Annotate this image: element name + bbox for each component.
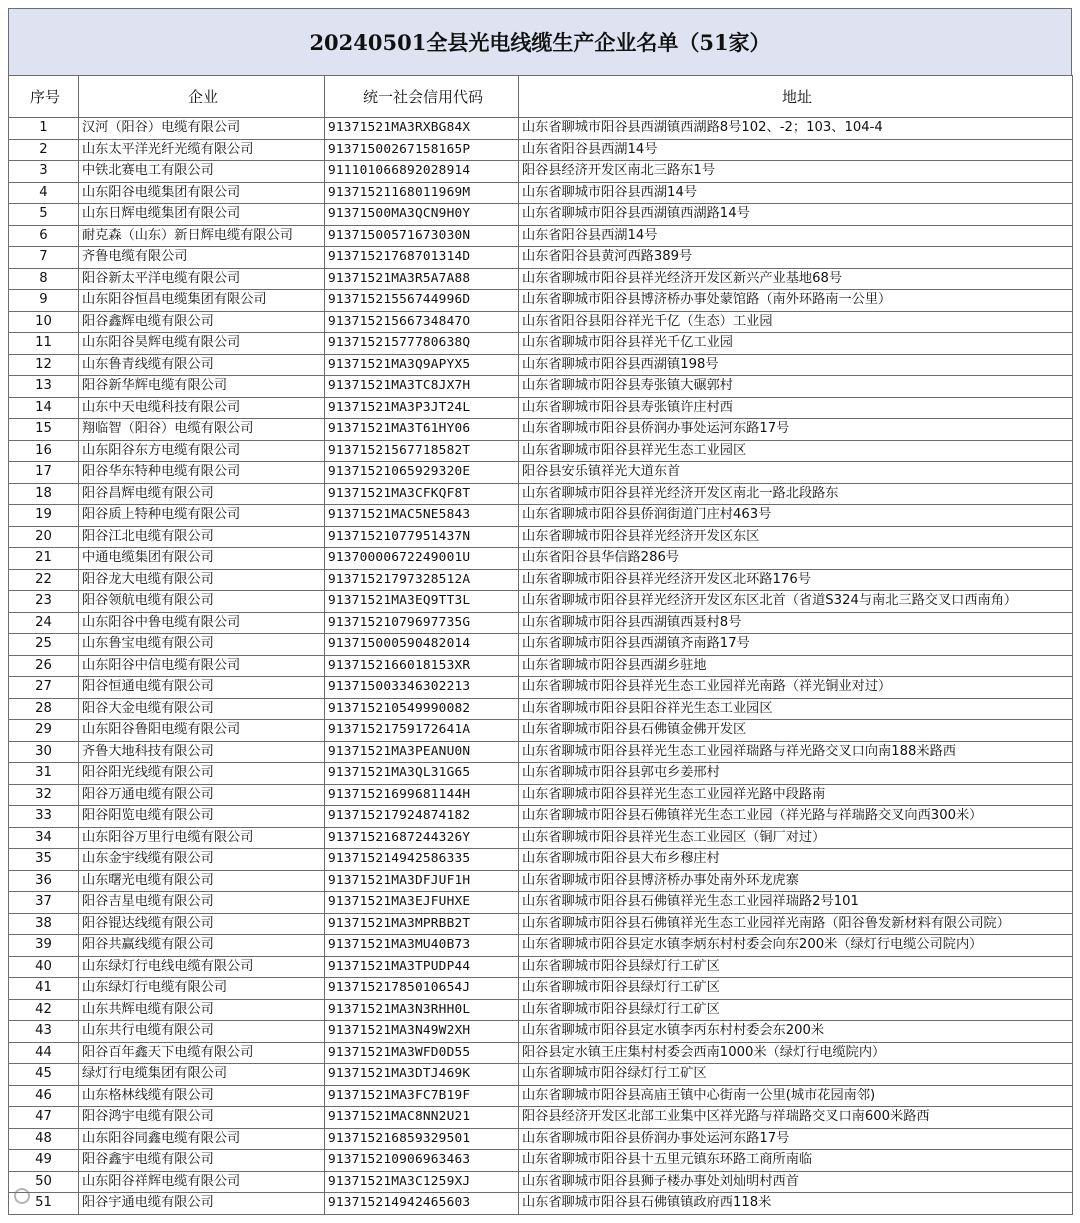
row-credit-code: 91371521785010654J <box>325 978 519 1000</box>
table-row <box>9 956 1073 978</box>
row-company: 阳谷领航电缆有限公司 <box>79 591 325 613</box>
row-address: 山东省聊城市阳谷县绿灯行工矿区 <box>519 978 1073 1000</box>
row-address: 山东省聊城市阳谷县西湖镇西聂村8号 <box>519 612 1073 634</box>
table-row <box>9 935 1073 957</box>
row-address: 山东省聊城市阳谷县绿灯行工矿区 <box>519 956 1073 978</box>
row-credit-code: 91371521MA3P3JT24L <box>325 397 519 419</box>
row-address: 山东省聊城市阳谷县博济桥办事处蒙馆路（南外环路南一公里） <box>519 290 1073 312</box>
row-company: 山东绿灯行电缆有限公司 <box>79 978 325 1000</box>
table-row <box>9 999 1073 1021</box>
row-seq: 21 <box>9 548 79 570</box>
row-address: 山东省阳谷县华信路286号 <box>519 548 1073 570</box>
row-credit-code: 91371521MA3Q9APYX5 <box>325 354 519 376</box>
row-seq: 18 <box>9 483 79 505</box>
table-row <box>9 612 1073 634</box>
row-seq: 15 <box>9 419 79 441</box>
row-seq: 36 <box>9 870 79 892</box>
row-seq: 33 <box>9 806 79 828</box>
table-row <box>9 440 1073 462</box>
row-company: 山东阳谷东方电缆有限公司 <box>79 440 325 462</box>
row-address: 山东省聊城市阳谷县西湖镇齐南路17号 <box>519 634 1073 656</box>
row-seq: 48 <box>9 1128 79 1150</box>
row-credit-code: 91371521MA3FC7B19F <box>325 1085 519 1107</box>
table-row <box>9 1107 1073 1129</box>
header-company: 企业 <box>79 76 325 118</box>
table-title: 20240501全县光电线缆生产企业名单（51家） <box>8 8 1072 75</box>
row-seq: 41 <box>9 978 79 1000</box>
table-row <box>9 806 1073 828</box>
row-address: 山东省聊城市阳谷县大布乡穆庄村 <box>519 849 1073 871</box>
row-company: 汉河（阳谷）电缆有限公司 <box>79 118 325 140</box>
row-seq: 1 <box>9 118 79 140</box>
row-address: 山东省聊城市阳谷县石佛镇祥光生态工业园（祥光路与祥瑞路交叉向西300米） <box>519 806 1073 828</box>
row-seq: 2 <box>9 139 79 161</box>
row-company: 山东阳谷恒昌电缆集团有限公司 <box>79 290 325 312</box>
row-address: 山东省聊城市阳谷县西湖镇西湖路14号 <box>519 204 1073 226</box>
row-credit-code: 91371521MA3DTJ469K <box>325 1064 519 1086</box>
row-address: 山东省聊城市阳谷县祥光生态工业园祥光路中段路南 <box>519 784 1073 806</box>
row-credit-code: 91371521660181​53XR <box>325 655 519 677</box>
row-address: 山东省聊城市阳谷县博济桥办事处南外环龙虎寨 <box>519 870 1073 892</box>
document-sheet <box>8 8 1072 1215</box>
row-company: 山东共行电缆有限公司 <box>79 1021 325 1043</box>
row-address: 山东省聊城市阳谷县祥光经济开发区北环路176号 <box>519 569 1073 591</box>
row-credit-code: 91371500059048201​4 <box>325 634 519 656</box>
row-seq: 20 <box>9 526 79 548</box>
row-credit-code: 91371521566734847O <box>325 311 519 333</box>
row-company: 阳谷新太平洋电缆有限公司 <box>79 268 325 290</box>
row-company: 山东格林线缆有限公司 <box>79 1085 325 1107</box>
row-seq: 38 <box>9 913 79 935</box>
row-credit-code: 91371521MAC5NE5843 <box>325 505 519 527</box>
row-credit-code: 91371500334630221​3 <box>325 677 519 699</box>
row-seq: 4 <box>9 182 79 204</box>
row-credit-code: 91371521MA3N3RHH0L <box>325 999 519 1021</box>
row-seq: 49 <box>9 1150 79 1172</box>
row-company: 阳谷锟达线缆有限公司 <box>79 913 325 935</box>
table-row <box>9 397 1073 419</box>
row-credit-code: 91371521567718582T <box>325 440 519 462</box>
row-address: 山东省聊城市阳谷县石佛镇镇政府西118米 <box>519 1193 1073 1215</box>
row-credit-code: 91371521577780638Q <box>325 333 519 355</box>
row-company: 山东绿灯行电线电缆有限公司 <box>79 956 325 978</box>
row-seq: 11 <box>9 333 79 355</box>
row-address: 山东省聊城市阳谷县阳谷祥光生态工业园区 <box>519 698 1073 720</box>
row-credit-code: 91371521MA3EJFUHXE <box>325 892 519 914</box>
row-seq: 50 <box>9 1171 79 1193</box>
row-address: 山东省聊城市阳谷县高庙王镇中心街南一公里(城市花园南邻) <box>519 1085 1073 1107</box>
table-row <box>9 333 1073 355</box>
table-row <box>9 870 1073 892</box>
row-credit-code: 91371521MA3CFKQF8T <box>325 483 519 505</box>
row-company: 阳谷鑫宇电缆有限公司 <box>79 1150 325 1172</box>
row-company: 翔临智（阳谷）电缆有限公司 <box>79 419 325 441</box>
row-company: 山东阳谷祥辉电缆有限公司 <box>79 1171 325 1193</box>
table-row <box>9 204 1073 226</box>
table-row <box>9 354 1073 376</box>
row-seq: 46 <box>9 1085 79 1107</box>
row-credit-code: 91371521090696346​3 <box>325 1150 519 1172</box>
row-address: 山东省聊城市阳谷县定水镇李炳东村村委会向东200米（绿灯行电缆公司院内） <box>519 935 1073 957</box>
table-row <box>9 1021 1073 1043</box>
row-credit-code: 91371521MA3C1259XJ <box>325 1171 519 1193</box>
table-row <box>9 827 1073 849</box>
row-address: 阳谷县定水镇王庄集村村委会西南1000米（绿灯行电缆院内） <box>519 1042 1073 1064</box>
table-row <box>9 1042 1073 1064</box>
table-row <box>9 913 1073 935</box>
row-seq: 17 <box>9 462 79 484</box>
row-credit-code: 91371521MA3TC8JX7H <box>325 376 519 398</box>
row-company: 山东金宇线缆有限公司 <box>79 849 325 871</box>
table-row <box>9 311 1073 333</box>
row-credit-code: 91371521054999008​2 <box>325 698 519 720</box>
row-address: 山东省聊城市阳谷县西湖14号 <box>519 182 1073 204</box>
row-seq: 39 <box>9 935 79 957</box>
header-row <box>9 76 1073 118</box>
table-row <box>9 698 1073 720</box>
table-row <box>9 784 1073 806</box>
row-credit-code: 91371521MA3RXBG84X <box>325 118 519 140</box>
table-row <box>9 763 1073 785</box>
row-company: 山东共辉电缆有限公司 <box>79 999 325 1021</box>
row-seq: 47 <box>9 1107 79 1129</box>
row-company: 阳谷质上特种电缆有限公司 <box>79 505 325 527</box>
row-seq: 6 <box>9 225 79 247</box>
table-row <box>9 548 1073 570</box>
table-row <box>9 419 1073 441</box>
row-company: 阳谷新华辉电缆有限公司 <box>79 376 325 398</box>
row-seq: 8 <box>9 268 79 290</box>
row-credit-code: 91371521MA3TPUDP44 <box>325 956 519 978</box>
row-company: 阳谷龙大电缆有限公司 <box>79 569 325 591</box>
row-company: 山东鲁青线缆有限公司 <box>79 354 325 376</box>
table-row <box>9 569 1073 591</box>
table-row <box>9 483 1073 505</box>
row-address: 山东省聊城市阳谷县祥光经济开发区东区 <box>519 526 1073 548</box>
row-credit-code: 91371500267158165P <box>325 139 519 161</box>
row-seq: 29 <box>9 720 79 742</box>
table-row <box>9 849 1073 871</box>
row-company: 阳谷万通电缆有限公司 <box>79 784 325 806</box>
row-company: 阳谷共赢线缆有限公司 <box>79 935 325 957</box>
row-seq: 31 <box>9 763 79 785</box>
row-credit-code: 91371521MA3WFD0D55 <box>325 1042 519 1064</box>
row-seq: 16 <box>9 440 79 462</box>
row-address: 山东省聊城市阳谷县西湖乡驻地 <box>519 655 1073 677</box>
table-row <box>9 720 1073 742</box>
row-credit-code: 91371521MA3R5A7A88 <box>325 268 519 290</box>
row-seq: 27 <box>9 677 79 699</box>
table-row <box>9 247 1073 269</box>
row-seq: 3 <box>9 161 79 183</box>
row-address: 山东省聊城市阳谷县狮子楼办事处刘灿明村西首 <box>519 1171 1073 1193</box>
row-credit-code: 91371521792487418​2 <box>325 806 519 828</box>
watermark <box>14 1188 30 1204</box>
row-company: 阳谷昌辉电缆有限公司 <box>79 483 325 505</box>
table-row <box>9 118 1073 140</box>
row-address: 山东省聊城市阳谷县绿灯行工矿区 <box>519 999 1073 1021</box>
row-seq: 51 <box>9 1193 79 1215</box>
row-address: 山东省聊城市阳谷县祥光生态工业园祥瑞路与祥光路交叉口向南188米路西 <box>519 741 1073 763</box>
row-address: 山东省聊城市阳谷县祥光经济开发区新兴产业基地68号 <box>519 268 1073 290</box>
row-company: 山东阳谷鲁阳电缆有限公司 <box>79 720 325 742</box>
row-company: 齐鲁电缆有限公司 <box>79 247 325 269</box>
row-address: 山东省聊城市阳谷县十五里元镇东环路工商所南临 <box>519 1150 1073 1172</box>
table-row <box>9 526 1073 548</box>
table-row <box>9 655 1073 677</box>
row-address: 山东省聊城市阳谷县祥光千亿工业园 <box>519 333 1073 355</box>
table-row <box>9 182 1073 204</box>
row-credit-code: 91371521687244326Y <box>325 827 519 849</box>
table-row <box>9 1128 1073 1150</box>
row-seq: 32 <box>9 784 79 806</box>
row-address: 阳谷县安乐镇祥光大道东首 <box>519 462 1073 484</box>
row-credit-code: 91371521168011969M <box>325 182 519 204</box>
header-seq: 序号 <box>9 76 79 118</box>
table-row <box>9 591 1073 613</box>
row-credit-code: 91371521MA3QL31G65 <box>325 763 519 785</box>
row-credit-code: 91371521768701314D <box>325 247 519 269</box>
row-address: 山东省聊城市阳谷县祥光经济开发区南北一路北段路东 <box>519 483 1073 505</box>
row-company: 阳谷吉星电缆有限公司 <box>79 892 325 914</box>
row-seq: 44 <box>9 1042 79 1064</box>
row-seq: 10 <box>9 311 79 333</box>
row-seq: 43 <box>9 1021 79 1043</box>
row-seq: 23 <box>9 591 79 613</box>
row-company: 阳谷江北电缆有限公司 <box>79 526 325 548</box>
row-address: 山东省阳谷县西湖14号 <box>519 225 1073 247</box>
table-row <box>9 268 1073 290</box>
table-row <box>9 634 1073 656</box>
row-company: 山东阳谷昊辉电缆有限公司 <box>79 333 325 355</box>
row-credit-code: 91371521077951437N <box>325 526 519 548</box>
row-address: 山东省聊城市阳谷县郭屯乡姜邢村 <box>519 763 1073 785</box>
row-seq: 14 <box>9 397 79 419</box>
row-company: 山东太平洋光纤光缆有限公司 <box>79 139 325 161</box>
row-credit-code: 91370000672249001U <box>325 548 519 570</box>
row-address: 山东省聊城市阳谷县祥光生态工业园区 <box>519 440 1073 462</box>
table-row <box>9 1171 1073 1193</box>
row-company: 山东阳谷同鑫电缆有限公司 <box>79 1128 325 1150</box>
row-company: 阳谷阳览电缆有限公司 <box>79 806 325 828</box>
row-company: 耐克森（山东）新日辉电缆有限公司 <box>79 225 325 247</box>
row-company: 山东阳谷中信电缆有限公司 <box>79 655 325 677</box>
row-address: 山东省聊城市阳谷绿灯行工矿区 <box>519 1064 1073 1086</box>
row-company: 阳谷阳光线缆有限公司 <box>79 763 325 785</box>
row-seq: 5 <box>9 204 79 226</box>
row-seq: 28 <box>9 698 79 720</box>
row-credit-code: 91371521494258633​5 <box>325 849 519 871</box>
row-credit-code: 91371521556744996D <box>325 290 519 312</box>
row-address: 山东省阳谷县西湖14号 <box>519 139 1073 161</box>
row-company: 山东中天电缆科技有限公司 <box>79 397 325 419</box>
row-address: 山东省聊城市阳谷县西湖镇西湖路8号102、-2；103、104-4 <box>519 118 1073 140</box>
table-body <box>9 118 1073 1215</box>
row-company: 阳谷华东特种电缆有限公司 <box>79 462 325 484</box>
table-row <box>9 462 1073 484</box>
table-row <box>9 978 1073 1000</box>
row-credit-code: 91371521MAC8NN2U21 <box>325 1107 519 1129</box>
row-credit-code: 91371521759172641A <box>325 720 519 742</box>
row-address: 山东省聊城市阳谷县侨润街道门庄村463号 <box>519 505 1073 527</box>
row-credit-code: 91371521079697735G <box>325 612 519 634</box>
row-address: 山东省聊城市阳谷县寿张镇许庄村西 <box>519 397 1073 419</box>
row-company: 山东日辉电缆集团有限公司 <box>79 204 325 226</box>
row-seq: 26 <box>9 655 79 677</box>
row-address: 山东省聊城市阳谷县西湖镇198号 <box>519 354 1073 376</box>
row-company: 阳谷鑫辉电缆有限公司 <box>79 311 325 333</box>
table-row <box>9 225 1073 247</box>
table-row <box>9 677 1073 699</box>
table-row <box>9 1064 1073 1086</box>
row-credit-code: 91371521MA3N49W2XH <box>325 1021 519 1043</box>
row-company: 绿灯行电缆集团有限公司 <box>79 1064 325 1086</box>
row-credit-code: 91371521699681144H <box>325 784 519 806</box>
row-address: 山东省聊城市阳谷县祥光生态工业园祥光南路（祥光铜业对过） <box>519 677 1073 699</box>
table-row <box>9 290 1073 312</box>
row-credit-code: 91371521494246560​3 <box>325 1193 519 1215</box>
row-company: 阳谷大金电缆有限公司 <box>79 698 325 720</box>
table-row <box>9 892 1073 914</box>
header-address: 地址 <box>519 76 1073 118</box>
row-company: 齐鲁大地科技有限公司 <box>79 741 325 763</box>
row-seq: 34 <box>9 827 79 849</box>
row-company: 中通电缆集团有限公司 <box>79 548 325 570</box>
table-row <box>9 505 1073 527</box>
row-credit-code: 911101066892028914 <box>325 161 519 183</box>
row-address: 山东省聊城市阳谷县石佛镇祥光生态工业园祥瑞路2号101 <box>519 892 1073 914</box>
table-row <box>9 139 1073 161</box>
row-company: 阳谷恒通电缆有限公司 <box>79 677 325 699</box>
row-credit-code: 91371521685932950​1 <box>325 1128 519 1150</box>
row-seq: 12 <box>9 354 79 376</box>
table-row <box>9 741 1073 763</box>
row-credit-code: 91371521MA3MU40B73 <box>325 935 519 957</box>
row-company: 山东阳谷万里行电缆有限公司 <box>79 827 325 849</box>
table-row <box>9 1085 1073 1107</box>
table-row <box>9 1150 1073 1172</box>
row-seq: 22 <box>9 569 79 591</box>
row-credit-code: 91371521065929320E <box>325 462 519 484</box>
row-company: 阳谷百年鑫天下电缆有限公司 <box>79 1042 325 1064</box>
row-seq: 19 <box>9 505 79 527</box>
row-seq: 30 <box>9 741 79 763</box>
row-seq: 42 <box>9 999 79 1021</box>
row-credit-code: 91371521MA3EQ9TT3L <box>325 591 519 613</box>
row-address: 山东省聊城市阳谷县石佛镇金佛开发区 <box>519 720 1073 742</box>
row-address: 山东省聊城市阳谷县侨润办事处运河东路17号 <box>519 419 1073 441</box>
row-address: 山东省聊城市阳谷县侨润办事处运河东路17号 <box>519 1128 1073 1150</box>
row-address: 山东省聊城市阳谷县寿张镇大碾郭村 <box>519 376 1073 398</box>
row-credit-code: 91371521MA3PEANU0N <box>325 741 519 763</box>
row-seq: 9 <box>9 290 79 312</box>
row-seq: 37 <box>9 892 79 914</box>
table-row <box>9 161 1073 183</box>
row-seq: 24 <box>9 612 79 634</box>
row-credit-code: 91371521MA3T61HY06 <box>325 419 519 441</box>
table-row <box>9 1193 1073 1215</box>
row-credit-code: 91371521797328512A <box>325 569 519 591</box>
row-seq: 45 <box>9 1064 79 1086</box>
row-address: 山东省聊城市阳谷县定水镇李丙东村村委会东200米 <box>519 1021 1073 1043</box>
row-company: 阳谷鸿宇电缆有限公司 <box>79 1107 325 1129</box>
row-seq: 40 <box>9 956 79 978</box>
header-credit-code: 统一社会信用代码 <box>325 76 519 118</box>
row-company: 中铁北赛电工有限公司 <box>79 161 325 183</box>
row-address: 山东省聊城市阳谷县石佛镇祥光生态工业园祥光南路（阳谷鲁发新材料有限公司院） <box>519 913 1073 935</box>
row-seq: 7 <box>9 247 79 269</box>
row-address: 山东省聊城市阳谷县祥光经济开发区东区北首（省道S324与南北三路交叉口西南角） <box>519 591 1073 613</box>
row-credit-code: 91371521MA3MPRBB2T <box>325 913 519 935</box>
row-address: 阳谷县经济开发区南北三路东1号 <box>519 161 1073 183</box>
row-company: 阳谷宇通电缆有限公司 <box>79 1193 325 1215</box>
row-address: 山东省阳谷县黄河西路389号 <box>519 247 1073 269</box>
row-address: 山东省阳谷县阳谷祥光千亿（生态）工业园 <box>519 311 1073 333</box>
row-credit-code: 91371500MA3QCN9H0Y <box>325 204 519 226</box>
row-address: 山东省聊城市阳谷县祥光生态工业园区（铜厂对过） <box>519 827 1073 849</box>
company-table <box>8 75 1073 1215</box>
watermark-logo-icon <box>14 1188 30 1204</box>
row-seq: 25 <box>9 634 79 656</box>
row-credit-code: 91371521MA3DFJUF1H <box>325 870 519 892</box>
row-company: 山东阳谷电缆集团有限公司 <box>79 182 325 204</box>
row-company: 山东鲁宝电缆有限公司 <box>79 634 325 656</box>
row-company: 山东阳谷中鲁电缆有限公司 <box>79 612 325 634</box>
row-seq: 13 <box>9 376 79 398</box>
row-credit-code: 91371500571673030N <box>325 225 519 247</box>
row-company: 山东曙光电缆有限公司 <box>79 870 325 892</box>
table-row <box>9 376 1073 398</box>
row-seq: 35 <box>9 849 79 871</box>
row-address: 阳谷县经济开发区北部工业集中区祥光路与祥瑞路交叉口南600米路西 <box>519 1107 1073 1129</box>
